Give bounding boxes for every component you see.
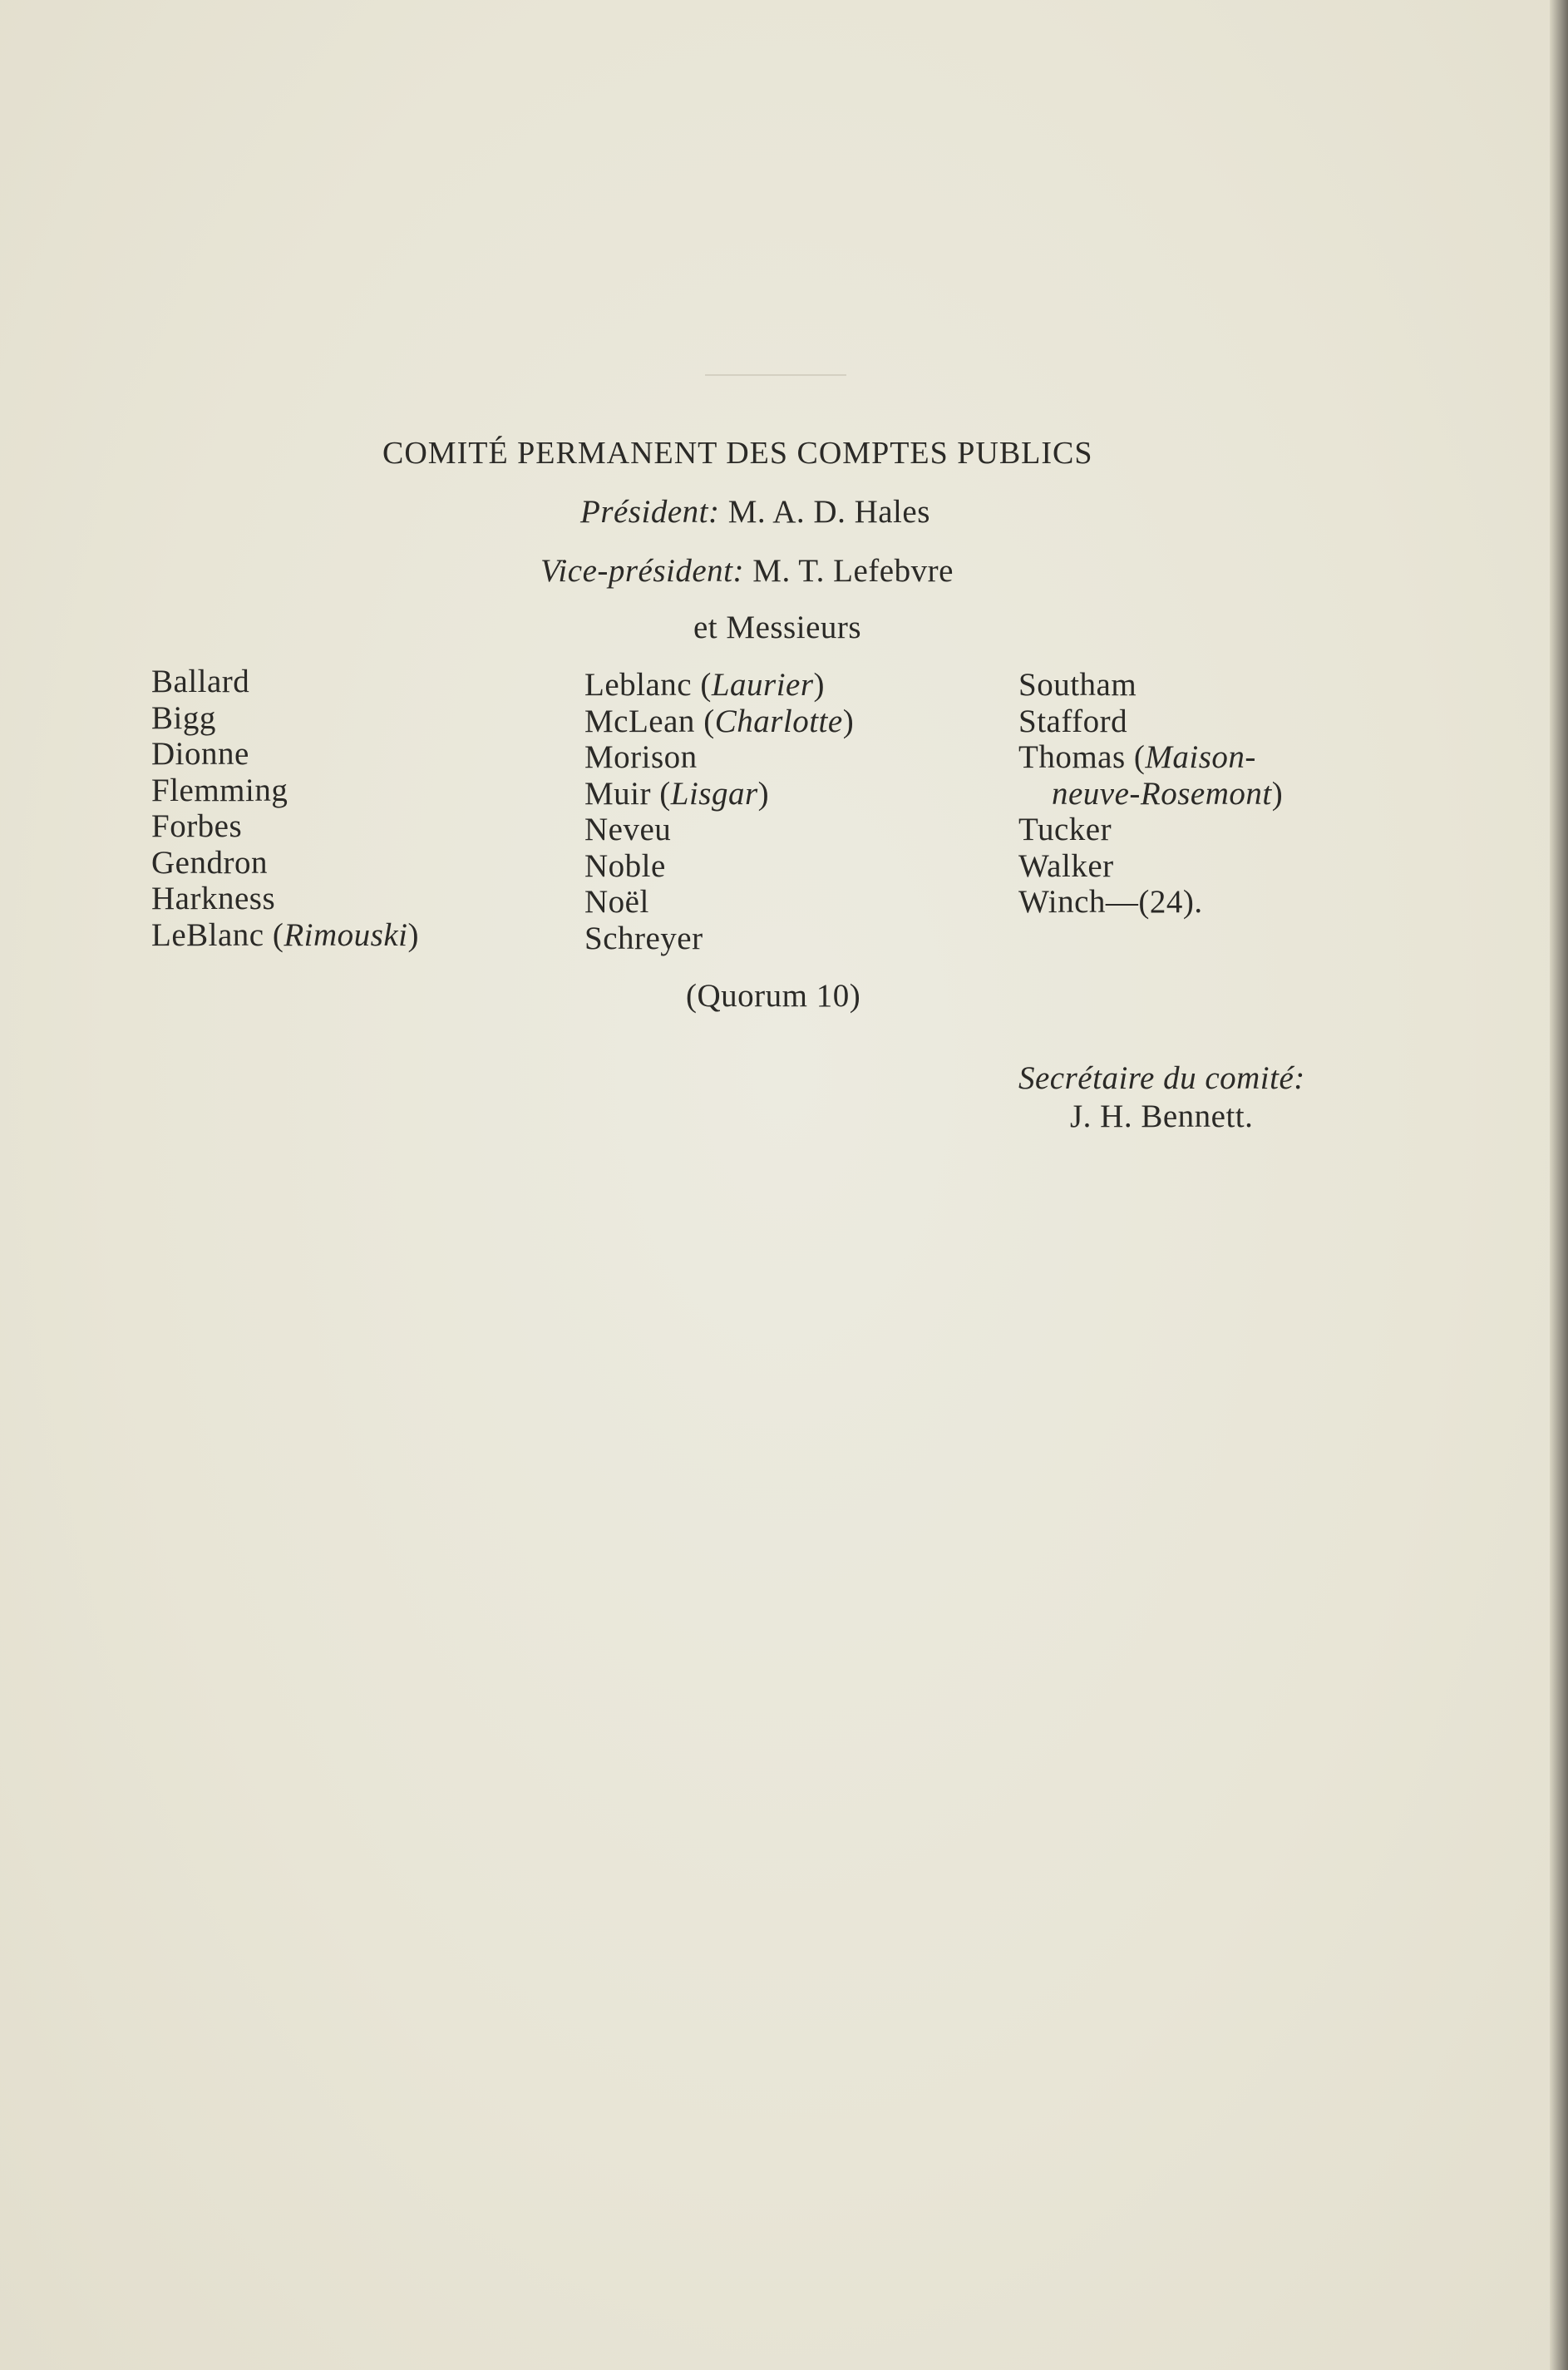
member-leblanc-laurier: Leblanc (Laurier) [584, 667, 826, 703]
top-rule [705, 374, 846, 376]
member-noble: Noble [584, 847, 666, 884]
and-messieurs: et Messieurs [693, 610, 862, 645]
member-name: Leblanc [584, 667, 693, 703]
member-name: Thomas [1018, 739, 1126, 775]
member-name: McLean [584, 703, 695, 739]
member-thomas-continued: neuve-Rosemont) [1052, 775, 1284, 812]
vice-president-label: Vice-président: [540, 553, 745, 589]
member-mclean-charlotte: McLean (Charlotte) [584, 703, 855, 739]
member-bigg: Bigg [151, 699, 216, 736]
committee-title: COMITÉ PERMANENT DES COMPTES PUBLICS [382, 436, 1093, 471]
vice-president-line [540, 553, 954, 590]
member-riding: Laurier [711, 667, 814, 703]
member-riding: Charlotte [714, 703, 843, 739]
president-label: Président: [580, 494, 720, 530]
president-line [580, 494, 930, 531]
member-riding: Rimouski [284, 916, 408, 953]
president-name: M. A. D. Hales [727, 494, 930, 530]
secretary-name: J. H. Bennett. [1070, 1099, 1254, 1134]
member-riding-part2: neuve-Rosemont [1052, 775, 1272, 812]
page-binding-edge [1550, 0, 1568, 2370]
members-column-2 [584, 667, 854, 956]
member-riding-part1: Maison- [1145, 739, 1256, 775]
member-tucker: Tucker [1018, 812, 1112, 847]
member-riding: Lisgar [670, 775, 758, 812]
member-schreyer: Schreyer [584, 920, 703, 956]
member-gendron: Gendron [151, 844, 268, 881]
secretary-label: Secrétaire du comité: [1018, 1060, 1305, 1096]
member-morison: Morison [584, 739, 698, 775]
member-noel: Noël [584, 884, 649, 920]
member-name: Muir [584, 775, 651, 812]
member-winch: Winch—(24). [1018, 884, 1203, 920]
vice-president-name: M. T. Lefebvre [752, 553, 954, 589]
member-neveu: Neveu [584, 812, 672, 847]
member-harkness: Harkness [151, 881, 276, 916]
member-southam: Southam [1018, 667, 1137, 703]
members-column-3 [1018, 667, 1283, 921]
member-forbes: Forbes [151, 808, 243, 844]
quorum: (Quorum 10) [686, 978, 861, 1014]
member-ballard: Ballard [151, 664, 250, 699]
member-muir-lisgar: Muir (Lisgar) [584, 775, 770, 812]
member-name: LeBlanc [151, 916, 264, 953]
member-leblanc-rimouski: LeBlanc (Rimouski) [151, 916, 420, 953]
members-column-1 [151, 664, 419, 953]
member-dionne: Dionne [151, 736, 249, 772]
member-thomas: Thomas (Maison- [1018, 739, 1256, 775]
member-stafford: Stafford [1018, 703, 1128, 739]
member-flemming: Flemming [151, 772, 288, 808]
member-walker: Walker [1018, 847, 1114, 884]
